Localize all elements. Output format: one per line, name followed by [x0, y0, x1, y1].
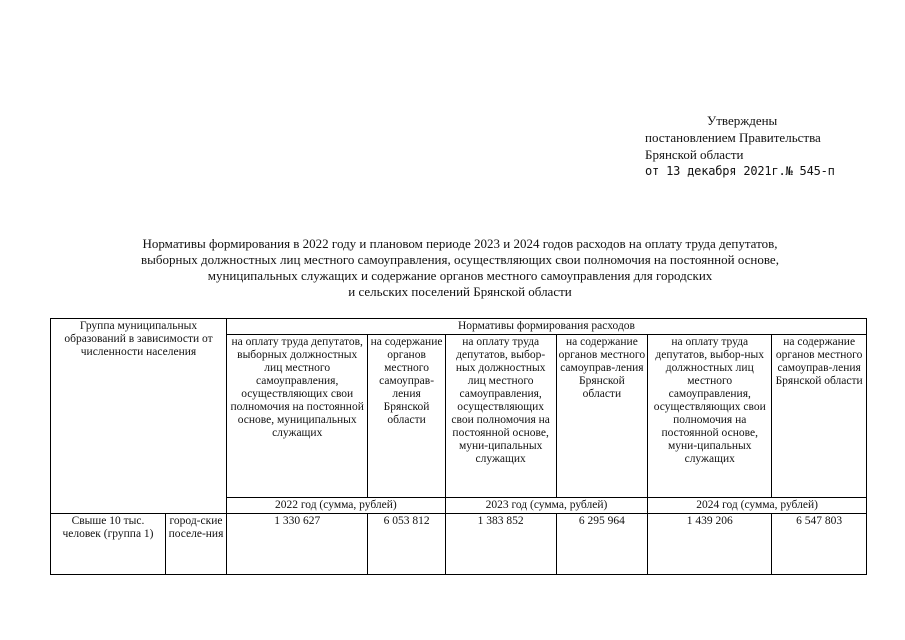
value-cell: 1 439 206	[648, 514, 772, 575]
value-cell: 6 053 812	[368, 514, 445, 575]
subheader-cell: на содержание органов местного самоуправ-ления Брянской области	[772, 335, 867, 498]
approval-date-line: от 13 декабря 2021г.№ 545-п	[645, 164, 835, 178]
norms-table	[50, 318, 867, 575]
subheader-cell: на содержание органов местного самоуправ-ления Брянской области	[368, 335, 445, 498]
title-line: выборных должностных лиц местного самоуправления, осуществляющих свои полномочия на постоянной основе,	[141, 252, 779, 267]
norms-header-cell: Нормативы формирования расходов	[227, 319, 867, 335]
year-header-2024: 2024 год (сумма, рублей)	[648, 498, 867, 514]
approval-line-1: постановлением Правительства	[645, 130, 821, 145]
value-cell: 6 547 803	[772, 514, 867, 575]
title-line: муниципальных служащих и содержание органов местного самоуправления для городских	[207, 268, 713, 283]
group-header-cell: Группа муниципальных образований в зависимости от численности населения	[51, 319, 227, 514]
subheader-cell: на оплату труда депутатов, выбор-ных должностных лиц местного самоуправления, осуществляющих свои полномочия на постоянной основе, муни-ципальных служащих	[445, 335, 556, 498]
subheader-cell: на оплату труда депутатов, выборных должностных лиц местного самоуправления, осуществляющих свои полномочия на постоянной основе, муниципальных служащих	[227, 335, 368, 498]
subheader-cell: на оплату труда депутатов, выбор-ных должностных лиц местного самоуправления, осуществляющих свои полномочия на постоянной основе, муни-ципальных служащих	[648, 335, 772, 498]
row-group-cell: Свыше 10 тыс. человек (группа 1)	[51, 514, 166, 575]
table-row	[51, 514, 867, 575]
title-line: и сельских поселений Брянской области	[348, 284, 572, 299]
approval-heading: Утверждены	[707, 113, 778, 128]
value-cell: 1 330 627	[227, 514, 368, 575]
row-subgroup-cell: город-ские поселе-ния	[165, 514, 226, 575]
approval-line-2: Брянской области	[645, 147, 744, 162]
value-cell: 1 383 852	[445, 514, 556, 575]
document-title	[40, 236, 880, 300]
title-line: Нормативы формирования в 2022 году и плановом периоде 2023 и 2024 годов расходов на оплату труда депутатов,	[142, 236, 778, 251]
year-header-2023: 2023 год (сумма, рублей)	[445, 498, 647, 514]
approval-stamp	[645, 112, 835, 180]
value-cell: 6 295 964	[556, 514, 648, 575]
year-header-2022: 2022 год (сумма, рублей)	[227, 498, 446, 514]
subheader-cell: на содержание органов местного самоуправ-ления Брянской области	[556, 335, 648, 498]
